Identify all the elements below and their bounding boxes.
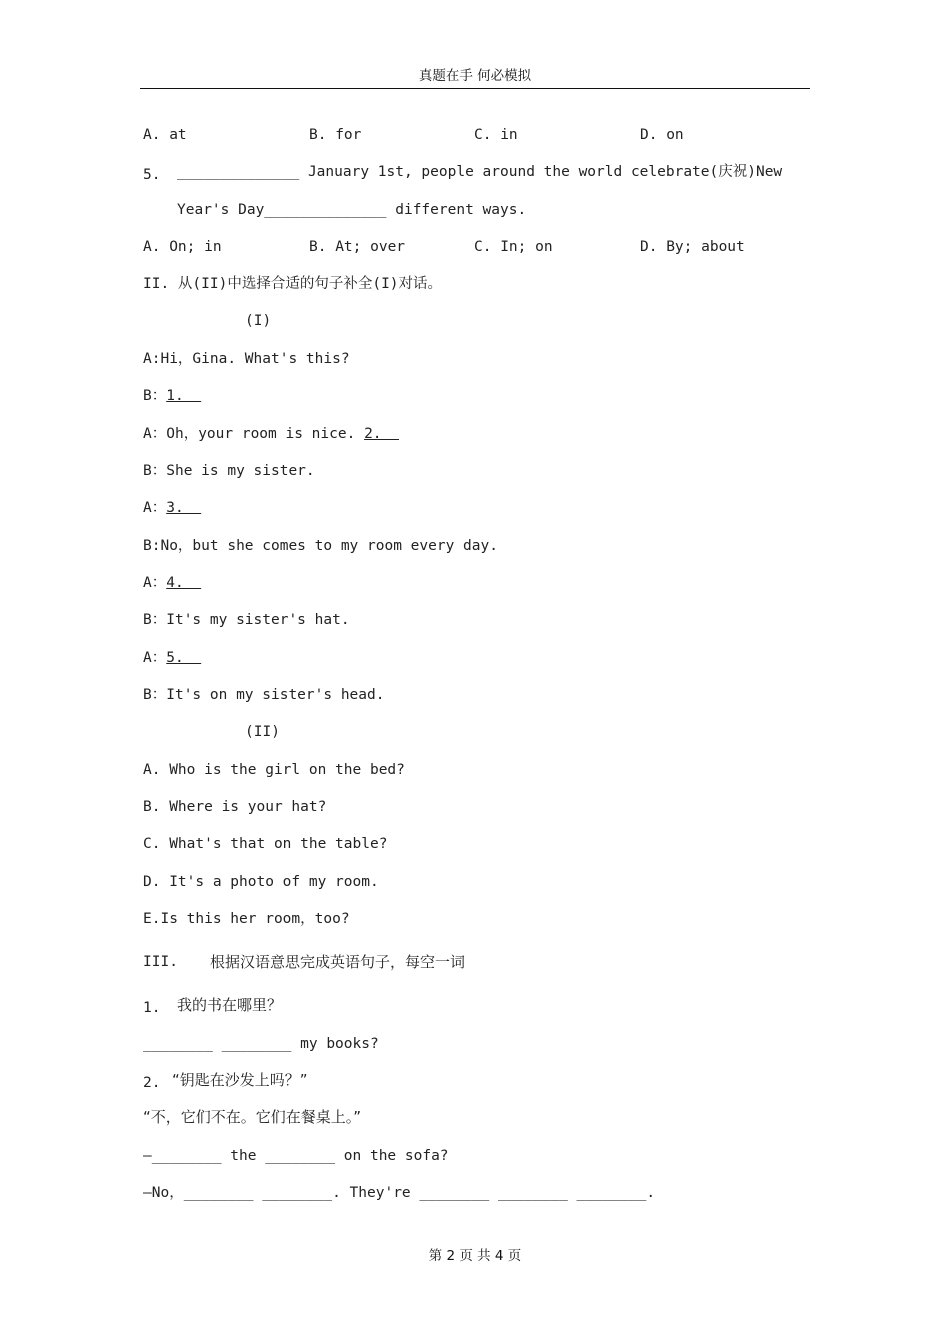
s3-q2-number: 2. xyxy=(143,1075,161,1091)
dialogue-line-3: A：Oh，your room is nice. 2. xyxy=(143,426,399,442)
q5-option-a: A. On; in xyxy=(143,239,222,255)
dialogue-line-2: B：1. xyxy=(143,388,202,404)
section3-title: 根据汉语意思完成英语句子，每空一词 xyxy=(210,953,466,971)
dialogue-line-9: A：5. xyxy=(143,650,202,666)
s3-q2-chinese2: “不，它们不在。它们在餐桌上。” xyxy=(143,1108,362,1126)
s3-q2-english1: —________ the ________ on the sofa? xyxy=(143,1148,449,1164)
page-header: 真题在手 何必模拟 xyxy=(418,68,532,84)
choice-b: B. Where is your hat? xyxy=(143,799,327,815)
q4-option-b: B. for xyxy=(309,127,362,143)
choice-d: D. It's a photo of my room. xyxy=(143,874,379,890)
q5-option-d: D. By; about xyxy=(640,239,745,255)
blank-3: 3. xyxy=(166,500,202,516)
q5-number: 5. xyxy=(143,167,161,183)
dialogue-line-8: B：It's my sister's hat. xyxy=(143,612,350,628)
blank-5: 5. xyxy=(166,650,202,666)
s3-q1-number: 1. xyxy=(143,1000,161,1016)
page-footer: 第 2 页 共 4 页 xyxy=(428,1248,522,1264)
s3-q1-english: ________ ________ my books? xyxy=(143,1036,379,1052)
blank-2: 2. xyxy=(364,426,399,442)
dialogue-line-1: A:Hi，Gina. What's this? xyxy=(143,351,350,367)
s3-q2-chinese1: “钥匙在沙发上吗？” xyxy=(172,1071,308,1089)
dialogue-line-4: B：She is my sister. xyxy=(143,463,315,479)
choice-c: C. What's that on the table? xyxy=(143,836,388,852)
blank-4: 4. xyxy=(166,575,202,591)
choice-e: E.Is this her room，too? xyxy=(143,911,350,927)
q5-line1: ______________ January 1st, people around the world celebrate(庆祝)New xyxy=(177,164,783,180)
q4-option-d: D. on xyxy=(640,127,684,143)
q4-option-c: C. in xyxy=(474,127,518,143)
choice-a: A. Who is the girl on the bed? xyxy=(143,762,405,778)
q5-line2: Year's Day______________ different ways. xyxy=(177,202,527,218)
s3-q1-chinese: 我的书在哪里？ xyxy=(177,996,283,1014)
dialogue-line-5: A：3. xyxy=(143,500,202,516)
q5-option-c: C. In; on xyxy=(474,239,553,255)
dialogue-line-10: B：It's on my sister's head. xyxy=(143,687,385,703)
section2-part2-label: (II) xyxy=(245,724,280,740)
section2-title: II. 从(II)中选择合适的句子补全(I)对话。 xyxy=(143,276,443,292)
q5-option-b: B. At; over xyxy=(309,239,406,255)
section3-number: III. xyxy=(143,954,178,970)
section2-part1-label: (I) xyxy=(245,313,272,329)
header-rule xyxy=(140,88,810,89)
dialogue-line-7: A：4. xyxy=(143,575,202,591)
q4-option-a: A. at xyxy=(143,127,187,143)
dialogue-line-6: B:No，but she comes to my room every day. xyxy=(143,538,498,554)
blank-1: 1. xyxy=(166,388,202,404)
s3-q2-english2: —No，________ ________. They're ________ ________ ________. xyxy=(143,1185,656,1201)
